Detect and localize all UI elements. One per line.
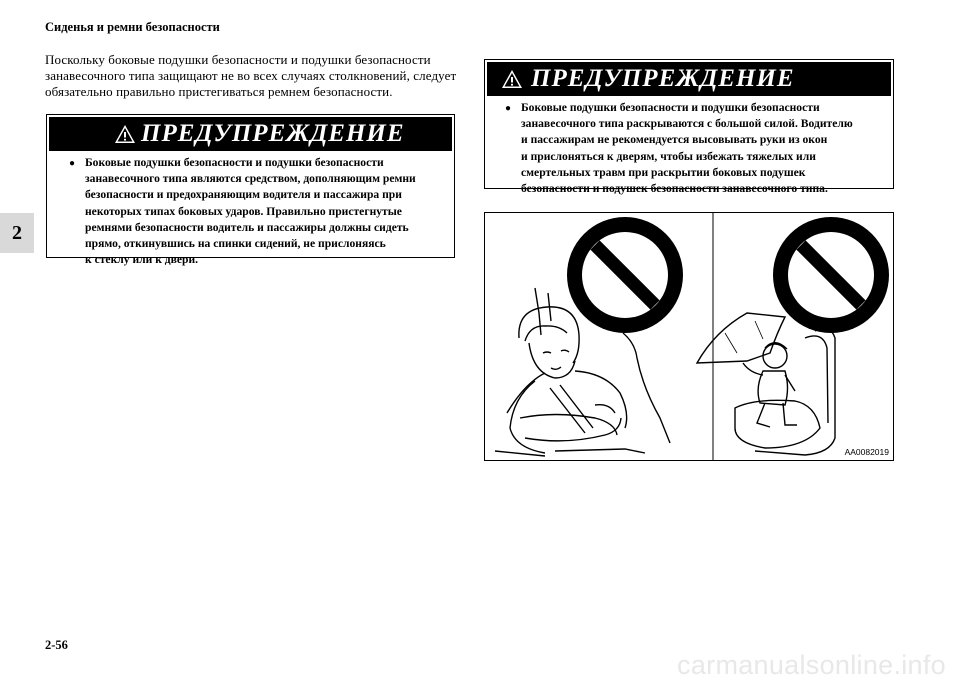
illustration-code: AA0082019 [844,447,889,457]
section-header-title: Сиденья и ремни безопасности [45,20,220,34]
warning-title: ПРЕДУПРЕЖДЕНИЕ [141,120,405,147]
warning-box-1 [46,114,455,267]
warning-text: Боковые подушки безопасности и подушки безопасности занавесочного типа раскрываются с большой силой. Водителю и пассажирам не рекомендуется высовывать руки из окон и прислоняться к дверям, чтобы избежать тяжелых или смертельных травм при раскрытии боковых подушек безопасности и подушек безопасности занавесочного типа. [521,101,853,196]
child-leaning-drawing [697,313,835,455]
warning-triangle-icon [501,69,523,89]
warning-header [49,117,452,151]
prohibition-sign-icon [567,217,683,333]
watermark: carmanualsonline.info [677,650,946,680]
page-number: 2-56 [45,638,68,652]
illustration-panel [484,212,894,461]
chapter-tab [0,213,34,253]
illustration-drawing [485,213,894,461]
warning-body [485,98,893,203]
warning-body [47,153,454,274]
warning-box-2 [484,59,894,196]
intro-paragraph: Поскольку боковые подушки безопасности и подушки безопасности занавесочного типа защищают не во всех случаях столкновений, следует обязательно правильно пристегиваться ремнем безопасности. [45,52,457,99]
chapter-number: 2 [12,221,22,244]
warning-text: Боковые подушки безопасности и подушки безопасности занавесочного типа являются средством, дополняющим ремни безопасности и предохраняющим водителя и пассажира при некоторых типах боковых ударов. Правильно пристегнутые ремнями безопасности водитель и пассажиры должны сидеть прямо, откинувшись на спинки сидений, не прислоняясь к стеклу или к двери. [85,156,416,267]
bullet-icon: ● [505,103,512,114]
warning-header [487,62,891,96]
warning-triangle-icon [114,124,136,144]
warning-title: ПРЕДУПРЕЖДЕНИЕ [531,65,795,92]
prohibition-sign-icon [773,217,889,333]
bullet-icon: ● [69,158,76,169]
